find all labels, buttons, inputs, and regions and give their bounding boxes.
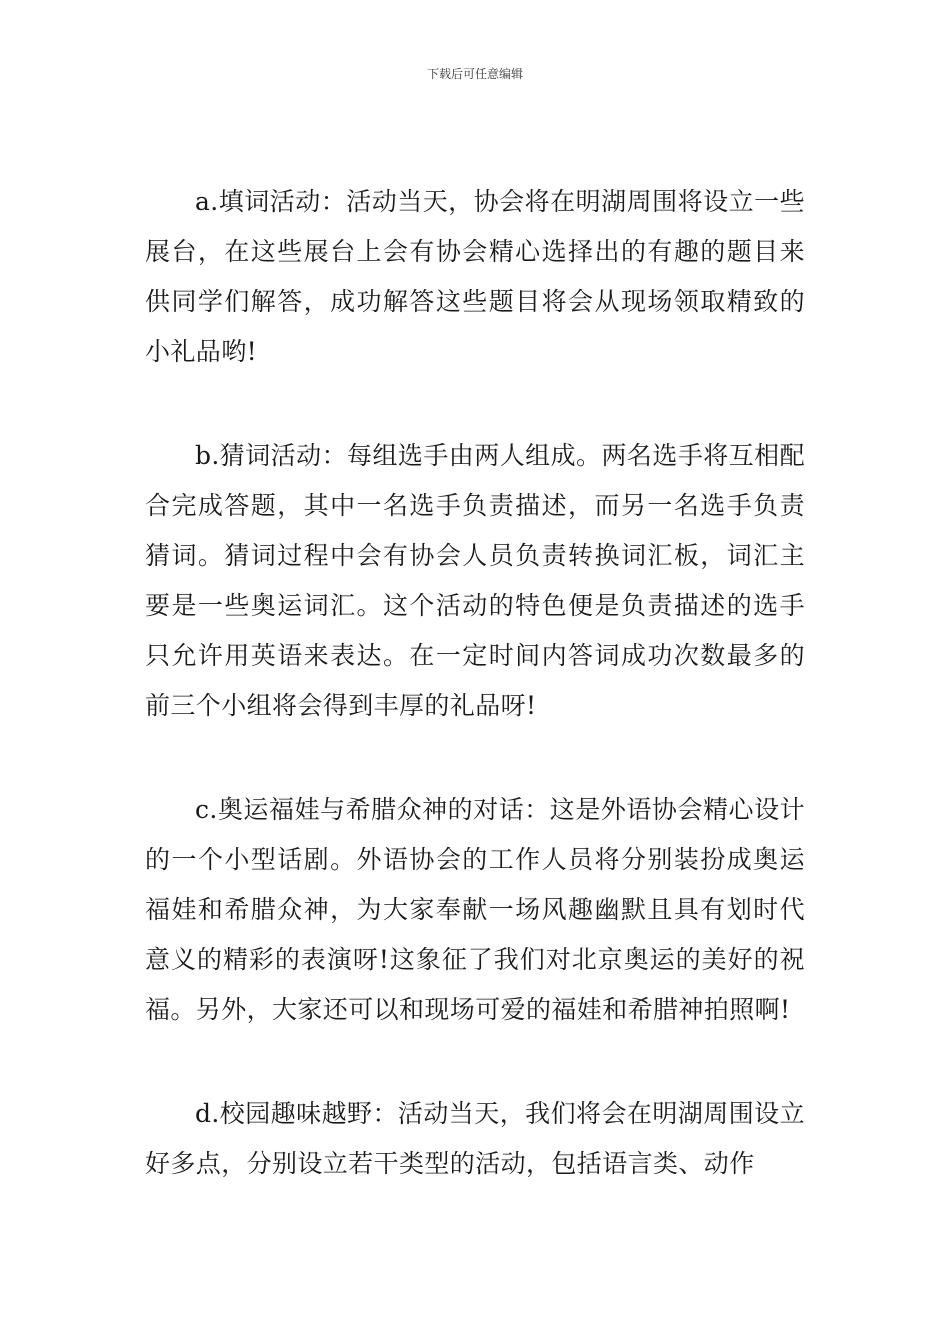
paragraph-guess-words-activity: b.猜词活动：每组选手由两人组成。两名选手将互相配合完成答题，其中一名选手负责描述，而另一名选手负责猜词。猜词过程中会有协会人员负责转换词汇板，词汇主要是一些奥运词汇。这个活动的特色便是负责描述的选手只允许用英语来表达。在一定时间内答词成功次数最多的前三个小组将会得到丰厚的礼品呀! xyxy=(145,441,805,720)
paragraph-fill-words-activity: a.填词活动：活动当天，协会将在明湖周围将设立一些展台，在这些展台上会有协会精心选择出的有趣的题目来供同学们解答，成功解答这些题目将会从现场领取精致的小礼品哟! xyxy=(145,187,805,366)
page-header-note: 下载后可任意编辑 xyxy=(426,67,523,81)
paragraph-campus-orienteering: d.校园趣味越野：活动当天，我们将会在明湖周围设立好多点，分别设立若干类型的活动，包括语言类、动作 xyxy=(145,1099,805,1178)
document-body xyxy=(145,177,805,1243)
paragraph-fuwa-greek-gods-dialogue: c.奥运福娃与希腊众神的对话：这是外语协会精心设计的一个小型话剧。外语协会的工作人员将分别装扮成奥运福娃和希腊众神，为大家奉献一场风趣幽默且具有划时代意义的精彩的表演呀!这象征了我们对北京奥运的美好的祝福。另外，大家还可以和现场可爱的福娃和希腊神拍照啊! xyxy=(145,795,805,1024)
